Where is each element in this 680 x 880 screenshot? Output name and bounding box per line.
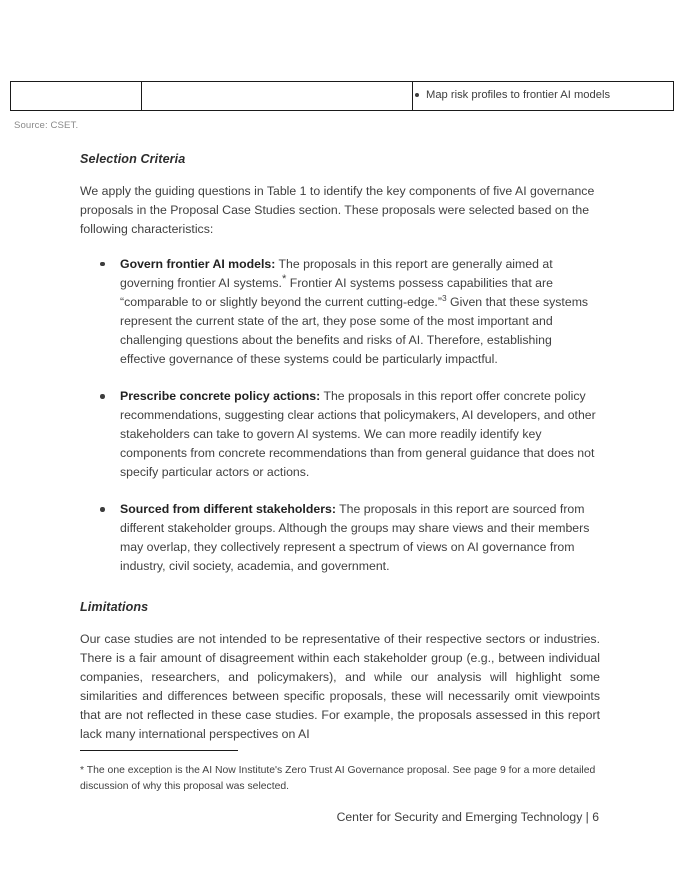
section-heading-limitations: Limitations xyxy=(80,600,149,615)
list-item xyxy=(80,387,600,482)
bullet-dot-icon xyxy=(100,507,105,512)
footnote-separator-rule xyxy=(80,750,238,751)
table-cell-blank xyxy=(142,82,413,111)
bullet-dot-icon xyxy=(415,93,419,97)
list-item xyxy=(413,88,673,103)
page-footer: Center for Security and Emerging Technology | 6 xyxy=(336,810,599,824)
criterion-text-part-3: Given that these systems represent the current state of the art, they pose some of the most important and challenging questions about the benefits and risks of AI. Therefore, establishing effective governance of these systems could be particularly impactful. xyxy=(120,294,589,366)
criterion-lead: Sourced from different stakeholders: xyxy=(120,502,336,517)
footnote-text: * The one exception is the AI Now Institute's Zero Trust AI Governance proposal. See page 9 for a more detailed discussion of why this proposal was selected. xyxy=(80,765,596,792)
footnote-marker-asterisk: * xyxy=(281,272,287,285)
table-fragment xyxy=(10,81,670,111)
guiding-questions-table xyxy=(10,81,674,111)
criterion-lead: Prescribe concrete policy actions: xyxy=(120,389,321,404)
table-row xyxy=(11,82,674,111)
list-item xyxy=(80,500,600,576)
table-cell-bullet-list xyxy=(413,82,674,111)
footnote-area xyxy=(80,750,600,795)
criterion-text-part-1: The proposals in this report offer concrete policy recommendations, suggesting clear actions that policymakers, AI developers, and other stakeholders can take to govern AI systems. We can more readily identify key components from concrete recommendations than from general guidance that does not specify particular actors or actions. xyxy=(120,389,596,480)
criteria-list xyxy=(80,255,600,577)
section-heading-selection-criteria: Selection Criteria xyxy=(80,152,186,166)
bullet-dot-icon xyxy=(100,262,105,267)
limitations-section xyxy=(80,600,600,744)
bullet-dot-icon xyxy=(100,394,105,399)
criterion-lead: Govern frontier AI models: xyxy=(120,256,276,271)
main-content xyxy=(80,152,600,760)
criterion-text-part-1: The proposals in this report are sourced from different stakeholder groups. Although the groups may share views and their members may overlap, they collectively represent a spectrum of views on AI governance from industry, civil society, academia, and government. xyxy=(120,502,590,574)
citation-superscript: 3 xyxy=(441,292,447,303)
source-caption: Source: CSET. xyxy=(14,120,79,131)
table-bullet-text: Map risk profiles to frontier AI models xyxy=(426,89,611,102)
criterion-text-part-1: The proposals in this report are generally aimed at governing frontier AI systems. xyxy=(120,256,553,290)
selection-criteria-intro: We apply the guiding questions in Table 1 to identify the key components of five AI governance proposals in the Proposal Case Studies section. These proposals were selected based on the following characteristics: xyxy=(80,184,595,236)
limitations-paragraph: Our case studies are not intended to be representative of their respective sectors or industries. There is a fair amount of disagreement within each stakeholder group (e.g., between individual companies, researchers, and policymakers), and while our analysis will highlight some similarities and differences between specific proposals, these will necessarily omit viewpoints that are not reflected in these case studies. For example, the proposals assessed in this report lack many international perspectives on AI xyxy=(80,632,600,742)
list-item xyxy=(80,255,600,369)
table-cell-blue-header xyxy=(11,82,142,111)
criterion-text-part-2: Frontier AI systems possess capabilities that are “comparable to or slightly beyond the current cutting-edge.” xyxy=(120,275,553,309)
